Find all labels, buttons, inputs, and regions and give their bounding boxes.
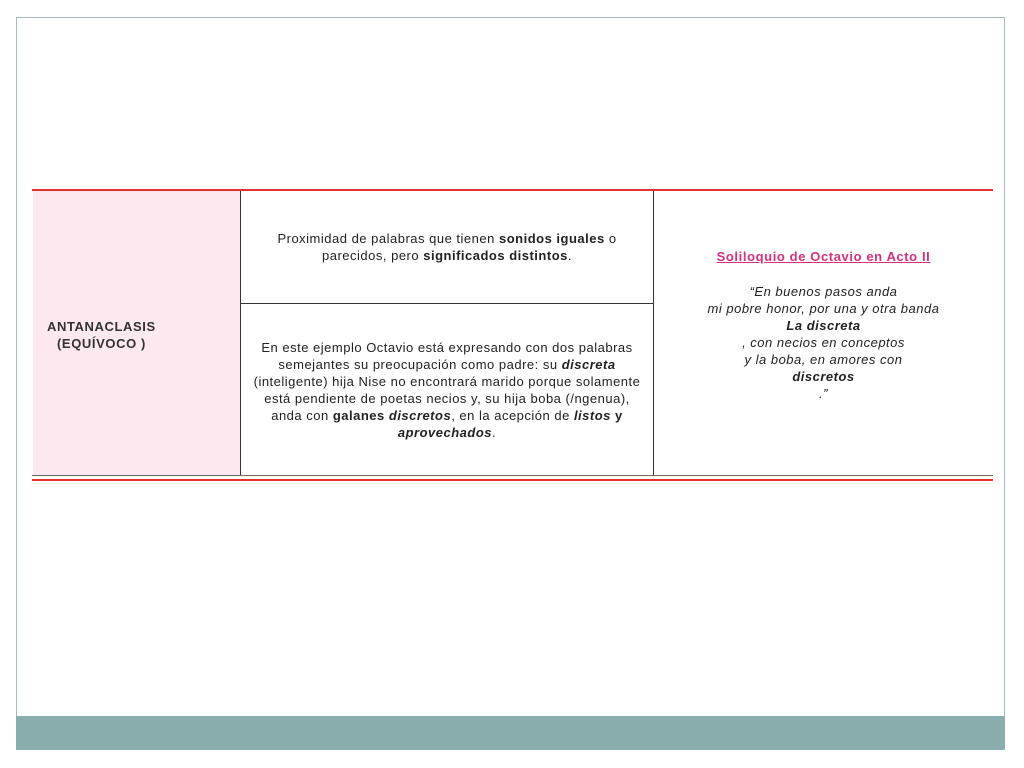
term-synonym: (EQUÍVOCO ) (57, 336, 146, 351)
verse-line-1: “En buenos pasos anda (749, 284, 898, 299)
quote-title: Soliloquio de Octavio en Acto II (716, 249, 931, 264)
verse-line-2: mi pobre honor, por una y otra banda (707, 301, 940, 316)
quote-verse (654, 283, 993, 402)
term-name: ANTANACLASIS (47, 319, 156, 334)
figure-table (32, 189, 993, 482)
example-cell (241, 304, 654, 476)
verse-line-3: La discreta , con necios en conceptos (742, 318, 905, 350)
bottom-dark-rule (32, 475, 993, 476)
definition-text: Proximidad de palabras que tienen sonidos iguales o parecidos, pero significados distintos. (277, 231, 617, 263)
footer-bar (16, 716, 1005, 750)
term-label (47, 318, 156, 352)
term-cell (33, 191, 241, 476)
definition-cell (241, 191, 654, 304)
example-text: En este ejemplo Octavio está expresando con dos palabras semejantes su preocupación como padre: su discreta (inteligente) hija Nise no encontrará marido porque solamente está pendiente de poetas necios y, su hija boba (/ngenua), anda con galanes discretos, en la acepción de listos y aprovechados. (253, 340, 641, 440)
quote-cell (654, 191, 993, 476)
verse-line-4: y la boba, en amores con discretos .” (744, 352, 903, 401)
bottom-red-rule (32, 479, 993, 481)
